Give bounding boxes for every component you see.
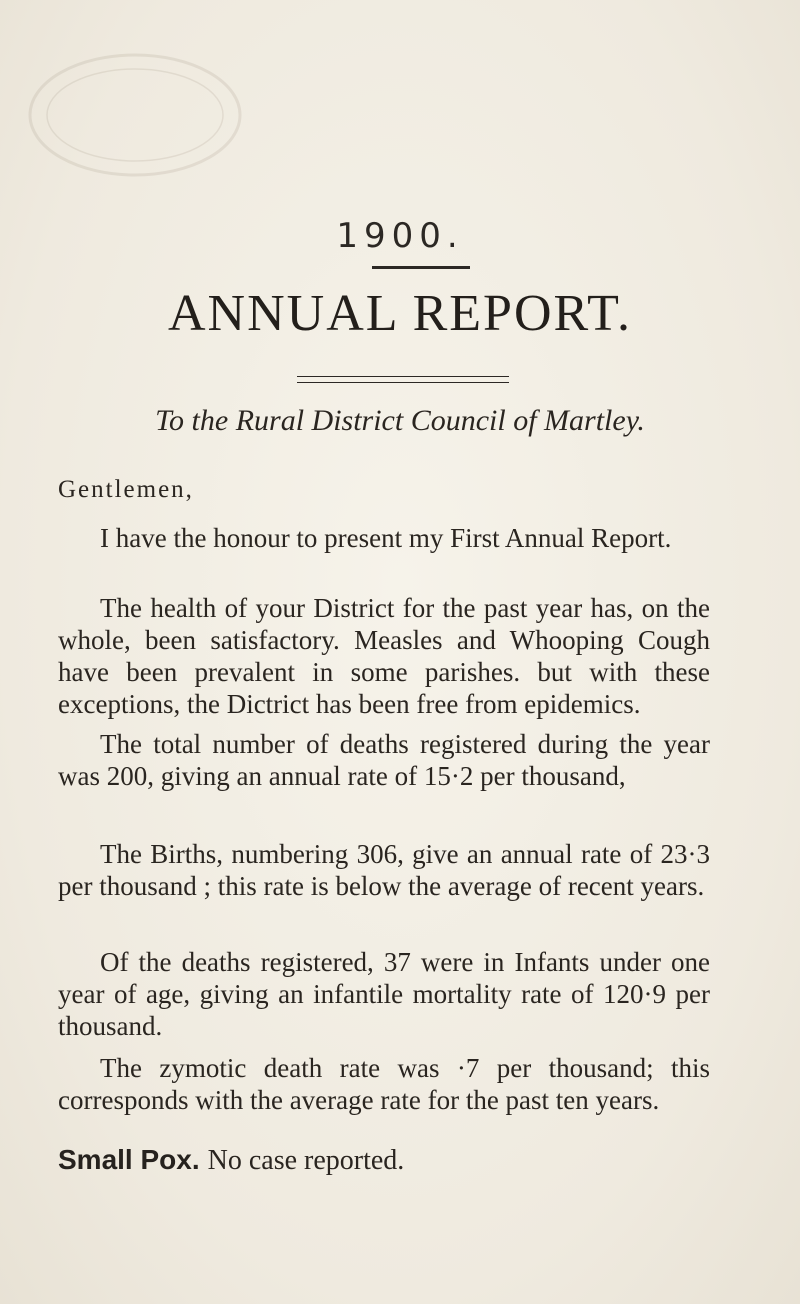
small-pox-section	[58, 1143, 404, 1177]
faded-stamp	[20, 40, 250, 190]
year-underline	[372, 266, 470, 269]
paragraph-infant-mortality: Of the deaths registered, 37 were in Infants under one year of age, giving an infantile mortality rate of 120·9 per thousand.	[58, 947, 710, 1041]
small-pox-text: No case reported.	[207, 1145, 405, 1176]
paragraph-introduction: I have the honour to present my First Annual Report.	[100, 523, 672, 553]
paragraph-zymotic-rate: The zymotic death rate was ·7 per thousand; this corresponds with the average rate for the past ten years.	[58, 1053, 710, 1115]
report-title: ANNUAL REPORT.	[168, 285, 632, 342]
report-year: 1900.	[336, 216, 464, 256]
paragraph-deaths: The total number of deaths registered during the year was 200, giving an annual rate of 15·2 per thousand,	[58, 729, 710, 791]
small-pox-heading: Small Pox.	[58, 1144, 200, 1175]
paragraph-births: The Births, numbering 306, give an annual rate of 23·3 per thousand ; this rate is below the average of recent years.	[58, 839, 710, 901]
addressee-line: To the Rural District Council of Martley.	[155, 404, 645, 437]
title-divider	[297, 376, 509, 383]
paragraph-district-health: The health of your District for the past year has, on the whole, been satisfactory. Measles and Whooping Cough have been prevalent in some parishes. but with these exceptions, the Dictrict has been free from epidemics.	[58, 593, 710, 719]
salutation: Gentlemen,	[58, 476, 194, 503]
